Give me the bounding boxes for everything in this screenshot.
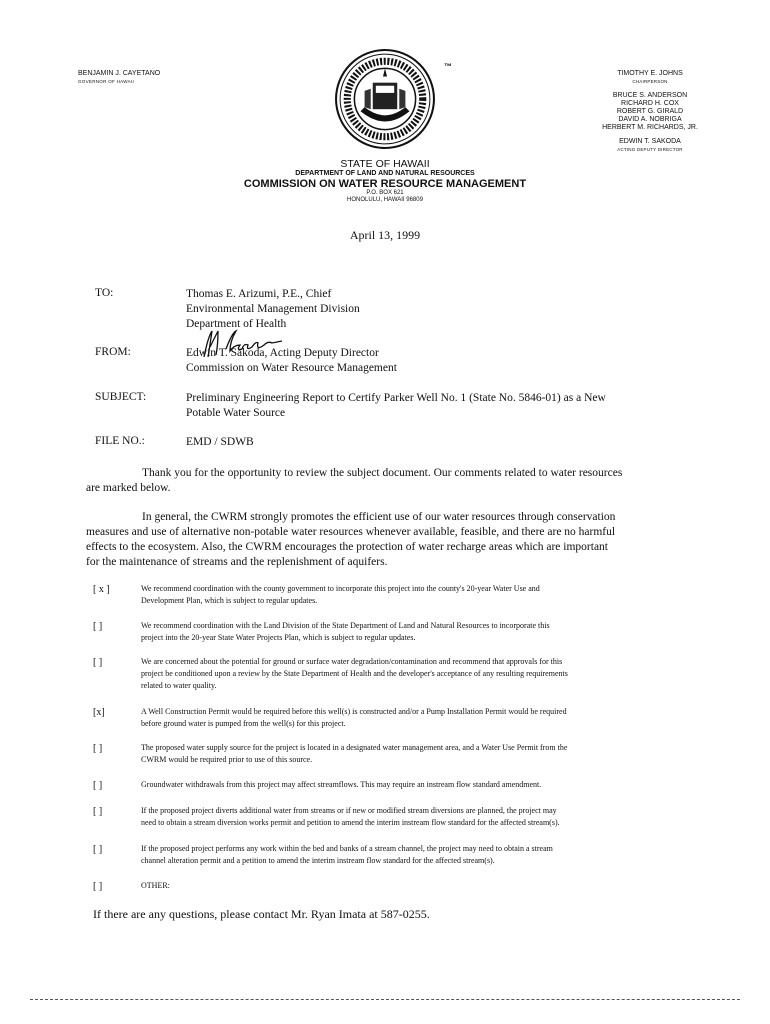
commission-name: COMMISSION ON WATER RESOURCE MANAGEMENT	[243, 178, 527, 190]
subject-line: Potable Water Source	[186, 407, 286, 419]
paragraph-line: Thank you for the opportunity to review the subject document. Our comments related to water resources	[142, 467, 623, 479]
item-line: OTHER:	[141, 881, 170, 890]
board-members	[580, 70, 720, 154]
from-line: Commission on Water Resource Management	[186, 362, 397, 374]
checklist-item	[141, 656, 681, 692]
checklist-item	[141, 742, 681, 766]
letter-date: April 13, 1999	[349, 228, 421, 242]
checklist-item	[141, 620, 681, 644]
item-line: project into the 20-year State Water Projects Plan, which is subject to regular updates.	[141, 633, 416, 642]
file-label: FILE NO.:	[95, 435, 145, 447]
paragraph-line: are marked below.	[86, 482, 171, 494]
file-number: EMD / SDWB	[186, 436, 254, 448]
governor-title: GOVERNOR OF HAWAII	[78, 79, 135, 84]
city-address: HONOLULU, HAWAII 96809	[347, 197, 423, 203]
subject-text	[186, 391, 606, 421]
board-member: BRUCE S. ANDERSON	[612, 92, 688, 99]
item-line: If the proposed project diverts additional water from streams or if new or modified stream diversions are planned, the project may	[141, 806, 557, 815]
item-line: Groundwater withdrawals from this project may affect streamflows. This may require an instream flow standard amendment.	[141, 780, 542, 789]
item-line: channel alteration permit and a petition to amend the interim instream flow standard for the affected stream(s).	[141, 856, 495, 865]
item-line: We are concerned about the potential for ground or surface water degradation/contamination and recommend that approvals for this	[141, 657, 563, 666]
po-box: P.O. BOX 621	[366, 190, 404, 196]
checkbox-mark: [ ]	[93, 844, 103, 855]
paragraph-line: In general, the CWRM strongly promotes the efficient use of our water resources through conservation	[142, 511, 616, 523]
item-line: CWRM would be required prior to use of this source.	[141, 755, 313, 764]
item-line: A Well Construction Permit would be required before this well(s) is constructed and/or a Pump Installation Permit would be required	[141, 707, 567, 716]
to-label: TO:	[95, 287, 114, 299]
intro-paragraph	[86, 466, 676, 496]
checkbox-mark: [ ]	[93, 780, 103, 791]
item-line: Development Plan, which is subject to regular updates.	[141, 596, 318, 605]
paragraph-line: effects to the ecosystem. Also, the CWRM encourages the protection of water recharge areas which are important	[86, 541, 608, 553]
item-line: need to obtain a stream diversion works permit and petition to amend the interim instream flow standard for the affected stream(s).	[141, 818, 560, 827]
item-line: We recommend coordination with the Land Division of the State Department of Land and Natural Resources to incorporate this	[141, 621, 550, 630]
to-line: Thomas E. Arizumi, P.E., Chief	[186, 288, 332, 300]
to-line: Environmental Management Division	[186, 303, 360, 315]
checkbox-mark: [ ]	[93, 806, 103, 817]
from-label: FROM:	[95, 346, 131, 358]
item-line: before ground water is pumped from the well(s) for this project.	[141, 719, 346, 728]
state-name: STATE OF HAWAII	[340, 158, 430, 170]
board-member-title: CHAIRPERSON	[632, 79, 668, 84]
from-sender	[186, 346, 397, 376]
state-seal-icon	[334, 48, 436, 150]
governor-block	[78, 70, 160, 86]
board-member: HERBERT M. RICHARDS, JR.	[602, 124, 698, 131]
checkbox-mark: [x]	[93, 707, 105, 718]
checklist-item	[141, 779, 681, 791]
item-line: The proposed water supply source for the project is located in a designated water management area, and a Water Use Permit from the	[141, 743, 568, 752]
board-member: EDWIN T. SAKODA	[619, 138, 681, 145]
checklist-item	[141, 880, 681, 892]
agency-header	[185, 158, 585, 204]
checkbox-mark: [ ]	[93, 621, 103, 632]
governor-name: BENJAMIN J. CAYETANO	[78, 70, 161, 77]
policy-paragraph	[86, 510, 676, 570]
checkbox-mark: [ ]	[93, 743, 103, 754]
subject-label: SUBJECT:	[95, 391, 147, 403]
item-line: project be conditioned upon a review by the State Department of Health and the developer's acceptance of any resulting requirements	[141, 669, 568, 678]
board-member: RICHARD H. COX	[621, 100, 679, 107]
subject-line: Preliminary Engineering Report to Certify Parker Well No. 1 (State No. 5846-01) as a New	[186, 392, 606, 404]
department-name: DEPARTMENT OF LAND AND NATURAL RESOURCES	[295, 170, 475, 177]
item-line: We recommend coordination with the county government to incorporate this project into the county's 20-year Water Use and	[141, 584, 540, 593]
checklist-item	[141, 706, 681, 730]
board-member: DAVID A. NOBRIGA	[618, 116, 682, 123]
checklist-item	[141, 805, 681, 829]
checkbox-mark: [ ]	[93, 657, 103, 668]
board-member-title: ACTING DEPUTY DIRECTOR	[617, 147, 683, 152]
page-bottom-rule	[30, 999, 740, 1000]
board-member: TIMOTHY E. JOHNS	[617, 70, 683, 77]
paragraph-line: for the maintenance of streams and the replenishment of aquifers.	[86, 556, 388, 568]
checklist-item	[141, 583, 681, 607]
checkbox-mark: [ ]	[93, 881, 103, 892]
item-line: If the proposed project performs any work within the bed and banks of a stream channel, the project may need to obtain a stream	[141, 844, 553, 853]
to-line: Department of Health	[186, 318, 287, 330]
closing-line: If there are any questions, please contact Mr. Ryan Imata at 587-0255.	[93, 907, 430, 921]
checkbox-mark: [ x ]	[93, 584, 110, 595]
paragraph-line: measures and use of alternative non-potable water resources whenever available, feasible, and there are no harmful	[86, 526, 616, 538]
to-recipient	[186, 287, 360, 332]
trademark-mark: ™	[444, 62, 452, 71]
item-line: related to water quality.	[141, 681, 217, 690]
from-line: Edwin T. Sakoda, Acting Deputy Director	[186, 347, 379, 359]
checklist-item	[141, 843, 681, 867]
board-member: ROBERT G. GIRALD	[616, 108, 684, 115]
